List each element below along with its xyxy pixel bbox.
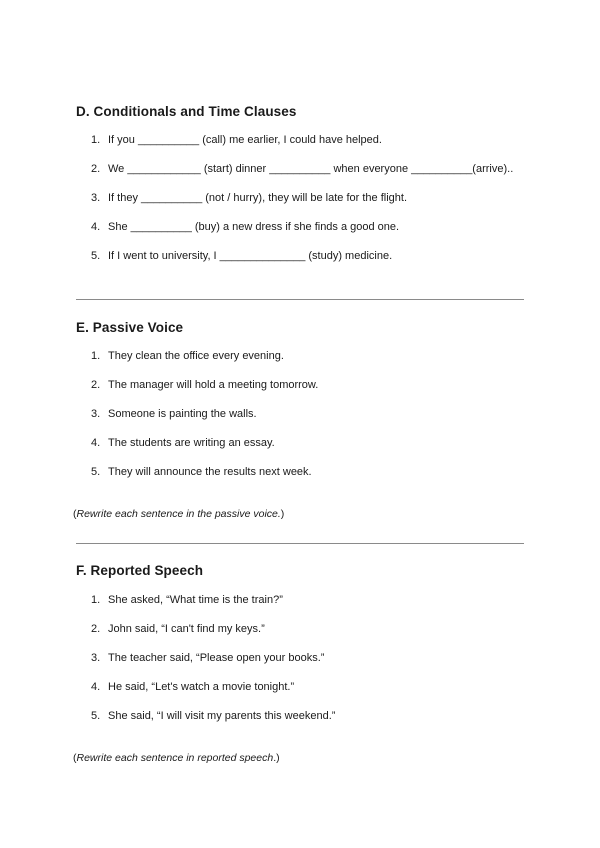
item-text: If they __________ (not / hurry), they will be late for the flight. xyxy=(108,192,408,204)
list-item xyxy=(0,621,600,637)
item-number: 4. xyxy=(91,437,101,449)
instruction-open: ( xyxy=(73,508,77,520)
item-text: The teacher said, “Please open your books.” xyxy=(108,652,325,664)
item-text: She asked, “What time is the train?” xyxy=(108,594,283,606)
list-item xyxy=(0,464,600,480)
list-item xyxy=(0,190,600,206)
section-title: F. Reported Speech xyxy=(76,563,204,578)
instruction-text: Rewrite each sentence in reported speech xyxy=(76,752,274,764)
item-number: 2. xyxy=(91,163,101,175)
item-number: 1. xyxy=(91,594,101,606)
item-text: She __________ (buy) a new dress if she finds a good one. xyxy=(108,221,400,233)
instruction-note xyxy=(73,751,280,765)
item-number: 3. xyxy=(91,408,101,420)
list-item xyxy=(0,248,600,264)
item-text: If you __________ (call) me earlier, I could have helped. xyxy=(108,134,382,146)
instruction-text: Rewrite each sentence in the passive voice. xyxy=(76,508,281,520)
item-number: 4. xyxy=(91,221,101,233)
list-item xyxy=(0,161,600,177)
item-text: If I went to university, I ______________ (study) medicine. xyxy=(108,250,393,262)
item-number: 2. xyxy=(91,623,101,635)
item-number: 1. xyxy=(91,134,101,146)
item-text: We ____________ (start) dinner __________ when everyone __________(arrive).. xyxy=(108,163,514,175)
item-number: 5. xyxy=(91,710,101,722)
instruction-open: ( xyxy=(73,752,77,764)
list-item xyxy=(0,406,600,422)
item-text: The manager will hold a meeting tomorrow. xyxy=(108,379,319,391)
list-item xyxy=(0,679,600,695)
instruction-note xyxy=(73,507,284,521)
section-divider xyxy=(76,543,524,544)
section-divider xyxy=(76,299,524,300)
item-text: The students are writing an essay. xyxy=(108,437,275,449)
list-item xyxy=(0,592,600,608)
item-text: John said, “I can't find my keys.” xyxy=(108,623,265,635)
list-item xyxy=(0,708,600,724)
item-number: 2. xyxy=(91,379,101,391)
item-number: 5. xyxy=(91,250,101,262)
instruction-close: .) xyxy=(273,752,280,764)
section-title: D. Conditionals and Time Clauses xyxy=(76,104,297,119)
item-text: She said, “I will visit my parents this weekend.” xyxy=(108,710,336,722)
instruction-close: ) xyxy=(280,508,285,520)
list-item xyxy=(0,377,600,393)
item-text: He said, “Let's watch a movie tonight.” xyxy=(108,681,295,693)
item-number: 3. xyxy=(91,192,101,204)
list-item xyxy=(0,650,600,666)
list-item xyxy=(0,219,600,235)
item-text: Someone is painting the walls. xyxy=(108,408,257,420)
item-number: 1. xyxy=(91,350,101,362)
list-item xyxy=(0,132,600,148)
list-item xyxy=(0,348,600,364)
item-number: 5. xyxy=(91,466,101,478)
item-text: They clean the office every evening. xyxy=(108,350,284,362)
item-number: 3. xyxy=(91,652,101,664)
item-number: 4. xyxy=(91,681,101,693)
list-item xyxy=(0,435,600,451)
item-text: They will announce the results next week. xyxy=(108,466,312,478)
section-title: E. Passive Voice xyxy=(76,320,184,335)
